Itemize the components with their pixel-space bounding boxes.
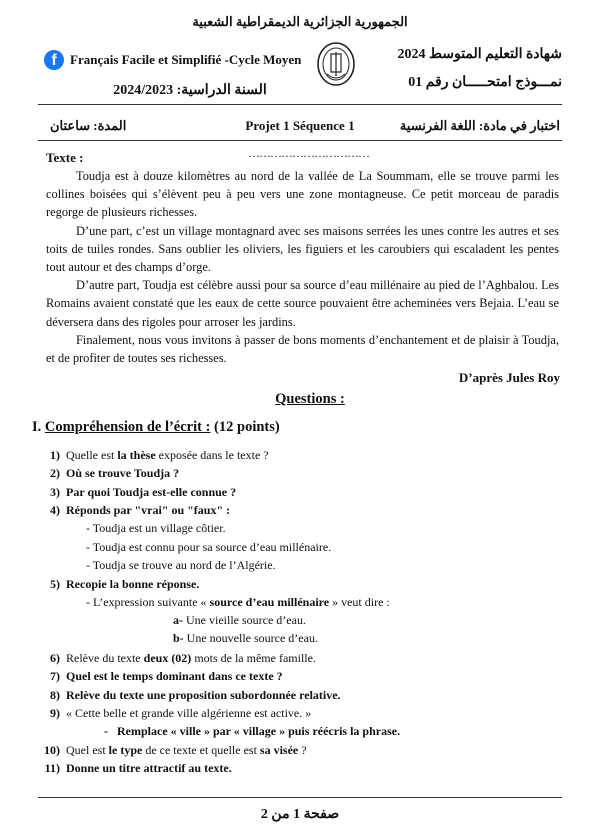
header-rule-bottom [38, 140, 562, 141]
q4-item-3: - Toudja se trouve au nord de l’Algérie. [86, 558, 276, 572]
footer-rule [38, 797, 562, 798]
page-brand: Français Facile et Simplifié -Cycle Moyen [70, 52, 302, 67]
q4-item-1: - Toudja est un village côtier. [86, 521, 226, 535]
author: D’après Jules Roy [458, 370, 560, 385]
question-11: 11) Donne un titre attractif au texte. [44, 761, 232, 775]
q5-option-a: a- Une vieille source d’eau. [173, 613, 306, 627]
model-number: نمـــوذج امتحـــــان رقم 01 [408, 75, 562, 90]
paragraph-3: D’autre part, Toudja est célèbre aussi pour sa source d’eau millénaire au pied de l’Aghbalou. Les Romains avaient constaté que les eaux de cette source pouvaient être acheminées vers Bejaia. L’eau se déversera dans des rigoles pour arroser les jardins. [46, 278, 559, 329]
paragraph-4: Finalement, nous vous invitons à passer de bons moments d’enchantement et de plaisir à Toudja, et de profiter de toutes ses richesses. [46, 332, 559, 366]
reading-text [46, 167, 559, 367]
section-heading [32, 419, 280, 436]
section-number: I. [32, 419, 42, 435]
question-6: 6) Relève du texte deux (02) mots de la même famille. [50, 651, 316, 665]
text-title-blank: …………………………… [248, 146, 369, 160]
q5-option-b: b- Une nouvelle source d’eau. [173, 631, 318, 645]
question-9: 9) « Cette belle et grande ville algérienne est active. » [50, 706, 312, 720]
q9-instruction: - Remplace « ville » par « village » puis réécris la phrase. [104, 724, 401, 738]
ministry-logo [316, 40, 356, 88]
question-1: 1) Quelle est la thèse exposée dans le texte ? [50, 448, 269, 462]
section-title: Compréhension de l’écrit : [44, 419, 211, 435]
question-2: 2) Où se trouve Toudja ? [50, 466, 180, 480]
q4-item-2: - Toudja est connu pour sa source d’eau millénaire. [86, 540, 332, 554]
duration: المدة: ساعتان [50, 118, 127, 133]
section-points: (12 points) [214, 419, 280, 435]
subject: اختبار في مادة: اللغة الفرنسية [399, 118, 560, 133]
exam-title: شهادة التعليم المتوسط 2024 [397, 47, 562, 62]
question-10: 10) Quel est le type de ce texte et quelle est sa visée ? [44, 743, 307, 757]
questions-heading: Questions : [275, 391, 345, 407]
question-8: 8) Relève du texte une proposition subordonnée relative. [50, 688, 341, 702]
facebook-icon: f [44, 50, 64, 70]
question-7: 7) Quel est le temps dominant dans ce texte ? [50, 669, 283, 683]
q5-expression: - L’expression suivante « source d’eau millénaire » veut dire : [86, 595, 390, 609]
republic-title: الجمهورية الجزائرية الديمقراطية الشعبية [192, 14, 408, 29]
header-rule-top [38, 104, 562, 105]
school-year: السنة الدراسية: 2024/2023 [113, 83, 267, 98]
question-4: 4) Réponds par "vrai" ou "faux" : [50, 503, 231, 517]
paragraph-1: Toudja est à douze kilomètres au nord de la vallée de La Soummam, elle se trouve parmi les collines boisées qui s’élèvent peu à peu vers une zone montagneuse. Ce petit morceau de paradis regorge de plusieurs richesses. [46, 169, 559, 220]
paragraph-2: D’une part, c’est un village montagnard avec ses maisons serrées les unes contre les autres et ses toits de tuiles rondes. Sans oublier les oliviers, les figuiers et les caroubiers qui escaladent les pentes tout autour et des champs d’orge. [46, 223, 559, 275]
project-label: Projet 1 Séquence 1 [245, 118, 355, 133]
question-3: 3) Par quoi Toudja est-elle connue ? [50, 485, 237, 499]
question-5: 5) Recopie la bonne réponse. [50, 577, 200, 591]
text-label: Texte : [46, 150, 84, 165]
page-number: صفحة 1 من 2 [260, 807, 340, 822]
